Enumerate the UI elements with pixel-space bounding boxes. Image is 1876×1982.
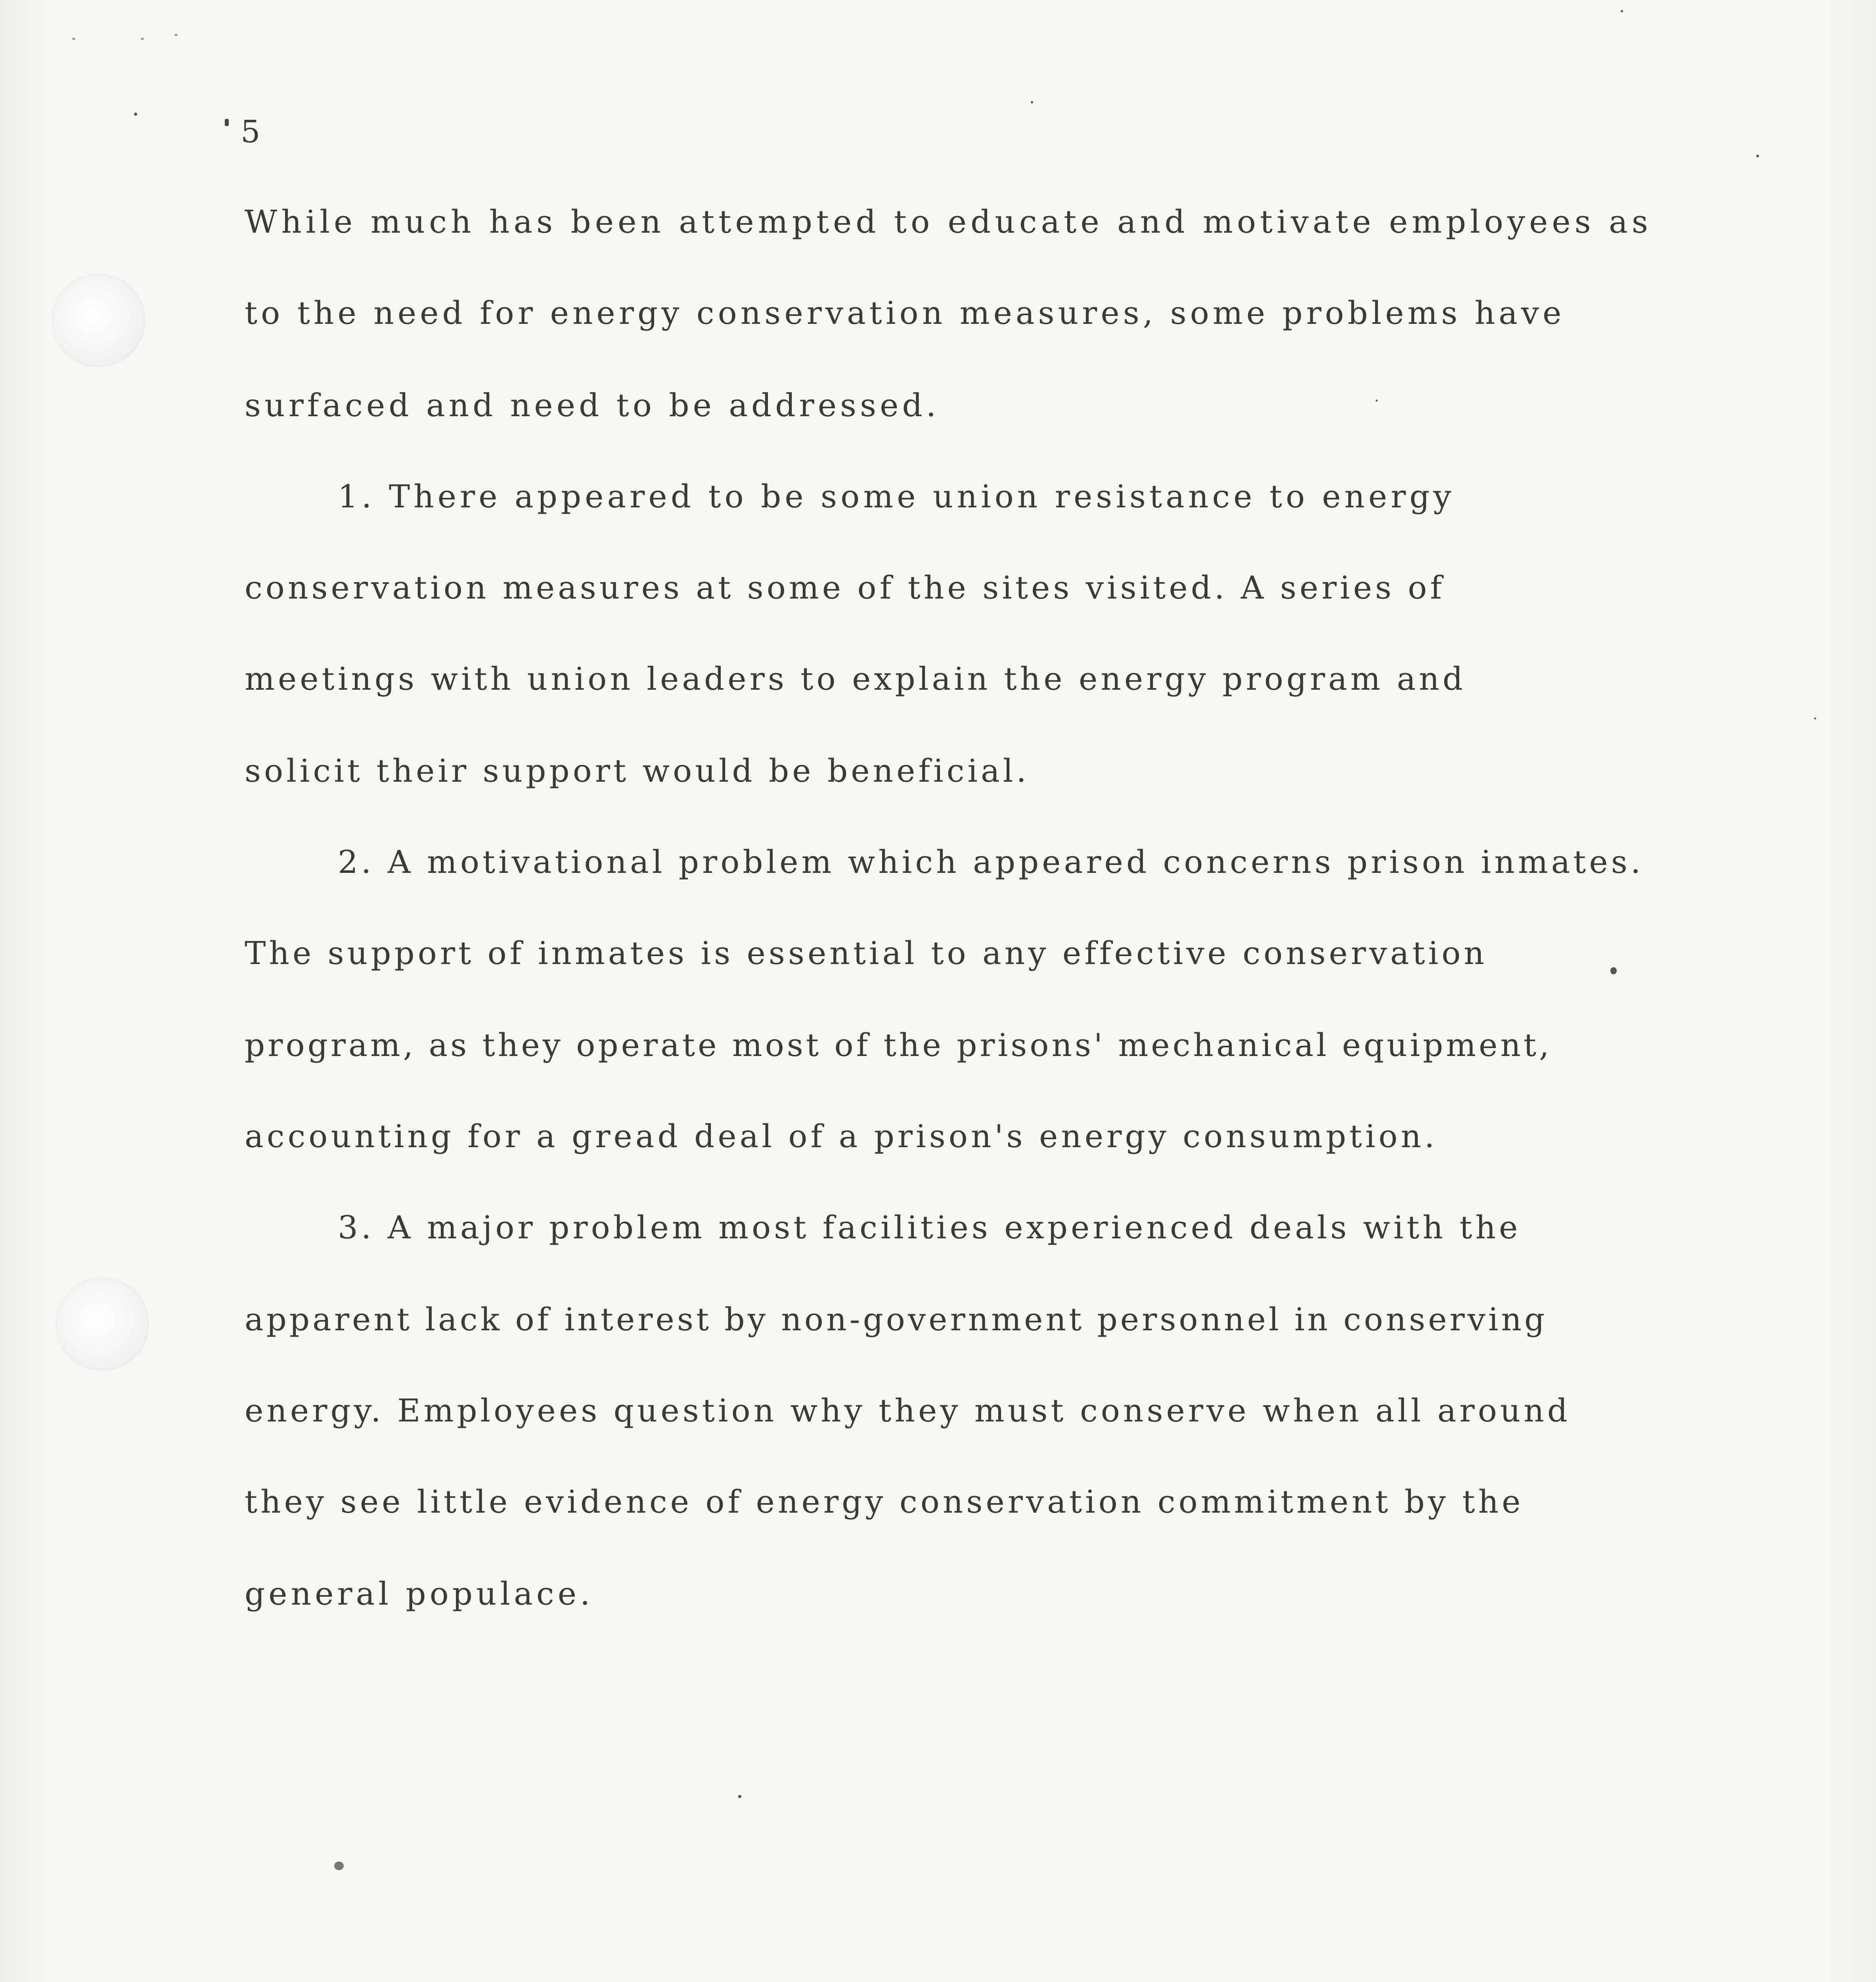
page-number-mark [225,119,229,126]
text-line: conservation measures at some of the sites visited. A series of [245,569,1445,606]
punch-hole-middle [56,1277,149,1371]
text-line: they see little evidence of energy conservation commitment by the [245,1483,1524,1520]
paper-speck [1756,155,1759,157]
paper-speck [738,1795,741,1798]
text-line: meetings with union leaders to explain the energy program and [245,660,1466,697]
text-line: 2. A motivational problem which appeared concerns prison inmates. [338,844,1644,880]
text-line: 1. There appeared to be some union resistance to energy [338,478,1455,515]
paper-speck [72,38,75,40]
text-line: solicit their support would be beneficial. [245,752,1030,789]
paper-speck [1621,10,1623,12]
paper-speck [1814,717,1816,719]
paper-speck [134,113,137,116]
text-line: general populace. [245,1575,594,1612]
paper-speck [174,34,178,36]
punch-hole-top [52,274,145,367]
text-line: program, as they operate most of the prisons' mechanical equipment, [245,1027,1552,1064]
text-line: apparent lack of interest by non-government personnel in conserving [245,1301,1548,1338]
paper-speck [1376,400,1378,402]
text-line: accounting for a gread deal of a prison's energy consumption. [245,1118,1438,1155]
paper-speck [1610,967,1617,974]
text-line: energy. Employees question why they must conserve when all around [245,1392,1571,1429]
text-line: The support of inmates is essential to any effective conservation [245,935,1487,972]
paper-speck [141,38,144,40]
text-line: 3. A major problem most facilities experienced deals with the [338,1209,1521,1246]
text-line: to the need for energy conservation measures, some problems have [245,295,1565,331]
paper-speck [334,1861,344,1870]
paper-speck [1031,101,1033,103]
page-number: 5 [241,114,262,150]
text-line: While much has been attempted to educate and motivate employees as [245,203,1652,240]
text-line: surfaced and need to be addressed. [245,387,940,424]
